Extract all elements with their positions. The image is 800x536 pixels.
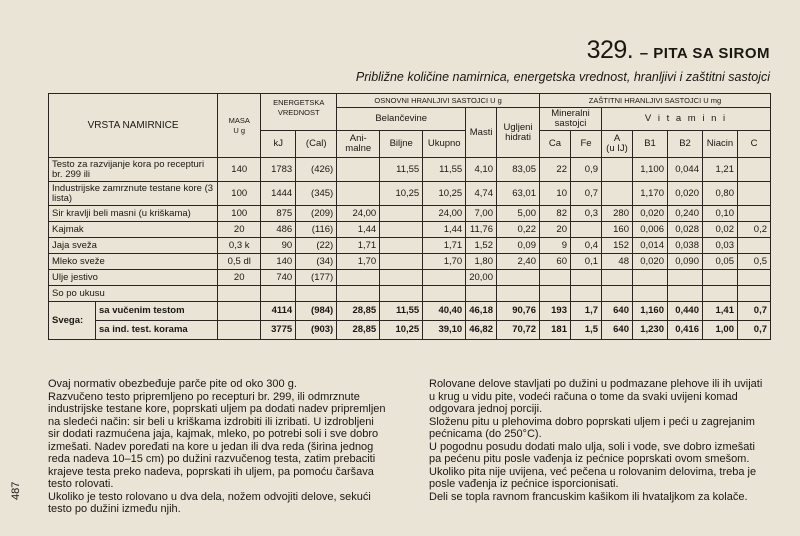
row-label: Mleko sveže xyxy=(49,254,218,270)
table-cell: 152 xyxy=(602,238,633,254)
table-cell: 0,02 xyxy=(703,222,738,238)
row-label: Sir kravlji beli masni (u kriškama) xyxy=(49,206,218,222)
table-cell xyxy=(540,286,571,302)
table-row xyxy=(49,206,771,222)
header-energ: ENERGETSKA VREDNOST xyxy=(261,94,337,131)
table-cell: 1,70 xyxy=(423,254,466,270)
table-cell: 63,01 xyxy=(497,182,540,206)
table-cell: 0,9 xyxy=(571,158,602,182)
table-cell: 0,03 xyxy=(703,238,738,254)
paragraph: U pogodnu posudu dodati malo ulja, soli i vode, sve dobro izmešati pa pećenu pitu posle vađenja iz pećnice poprskati ovom smešom. Ukoliko pita nije uvijena, već pečena u rolovanim delovima, treba je posle vađenja iz pećnice isporcionisati. xyxy=(429,440,757,490)
table-cell: 4114 xyxy=(261,302,296,321)
header-belancevine: Belančevine xyxy=(337,108,466,131)
table-cell: 0,006 xyxy=(633,222,668,238)
table-cell: 20 xyxy=(218,222,261,238)
table-cell: 1,00 xyxy=(703,321,738,340)
table-cell: 0,4 xyxy=(571,238,602,254)
table-cell xyxy=(540,270,571,286)
header-biljne: Biljne xyxy=(380,131,423,158)
table-cell: 90,76 xyxy=(497,302,540,321)
row-label: So po ukusu xyxy=(49,286,218,302)
row-label: Testo za razvijanje kora po recepturi br. 299 ili xyxy=(49,158,218,182)
table-cell xyxy=(571,286,602,302)
table-cell: 1,52 xyxy=(466,238,497,254)
instructions-right xyxy=(429,378,769,503)
table-cell: 0,10 xyxy=(703,206,738,222)
table-cell xyxy=(218,321,261,340)
table-cell: 82 xyxy=(540,206,571,222)
header-masa: MASA U g xyxy=(218,94,261,158)
table-cell xyxy=(738,182,771,206)
table-cell xyxy=(602,270,633,286)
table-row xyxy=(49,158,771,182)
row-label: Jaja sveža xyxy=(49,238,218,254)
table-cell: 9 xyxy=(540,238,571,254)
header-zastitni: ZAŠTITNI HRANLJIVI SASTOJCI U mg xyxy=(540,94,771,108)
table-cell xyxy=(668,286,703,302)
table-cell xyxy=(738,238,771,254)
table-cell: 2,40 xyxy=(497,254,540,270)
table-row xyxy=(49,254,771,270)
table-cell: 0,020 xyxy=(633,254,668,270)
table-cell: 0,7 xyxy=(738,302,771,321)
table-cell: 875 xyxy=(261,206,296,222)
table-cell xyxy=(337,158,380,182)
table-cell: 0,22 xyxy=(497,222,540,238)
table-cell: 1,44 xyxy=(337,222,380,238)
table-cell: 280 xyxy=(602,206,633,222)
header-c: C xyxy=(738,131,771,158)
table-cell xyxy=(602,182,633,206)
table-row xyxy=(49,286,771,302)
table-cell xyxy=(633,286,668,302)
table-cell xyxy=(380,238,423,254)
paragraph: Rolovane delove stavljati po dužini u podmazane plehove ili ih uvijati u krug u vidu pite, vodeći računa o tome da svaki uvijeni komad odgovara jednoj porciji. xyxy=(429,378,763,415)
header-ugljeni: Ugljeni hidrati xyxy=(497,108,540,158)
recipe-title xyxy=(587,36,770,65)
table-cell: (116) xyxy=(296,222,337,238)
header-minerali: Mineralni sastojci xyxy=(540,108,602,131)
paragraph: Složenu pitu u plehovima dobro poprskati uljem i peći u zagrejanim pećnicama (do 250°C). xyxy=(429,415,755,440)
table-cell: 1,41 xyxy=(703,302,738,321)
header-b1: B1 xyxy=(633,131,668,158)
table-cell: (209) xyxy=(296,206,337,222)
table-cell xyxy=(218,286,261,302)
table-cell: 0,044 xyxy=(668,158,703,182)
table-row xyxy=(49,222,771,238)
table-cell: 0,1 xyxy=(571,254,602,270)
header-fe: Fe xyxy=(571,131,602,158)
sum-label: sa vučenim testom xyxy=(96,302,218,321)
table-cell: 90 xyxy=(261,238,296,254)
nutrition-table xyxy=(48,93,771,340)
paragraph: Razvučeno testo pripremljeno po recepturi br. 299, ili odmrznute industrijske testane kore, poprskati uljem pa dodati nadev pripremljen na sledeći način: sir beli u kriškama izdrobiti ili izribati. U izdrobljeni sir dodati razmućena jaja, kajmak, mleko, po potrebi soli i sve dobro izmešati. Nadev poređati na kore u jedan ili dva reda (širina jednog reda nadeva 10–15 cm) po dužini razvučenog testa, zatim prebaciti krajeve testa preko nadeva, poprskati ih uljem, pa pomoću čaršava testo rolovati. xyxy=(48,390,386,490)
table-cell: 11,55 xyxy=(423,158,466,182)
table-cell: 0,440 xyxy=(668,302,703,321)
table-cell xyxy=(380,270,423,286)
table-cell: 1,5 xyxy=(571,321,602,340)
table-cell: 11,76 xyxy=(466,222,497,238)
table-cell xyxy=(738,206,771,222)
table-cell xyxy=(466,286,497,302)
table-cell xyxy=(738,158,771,182)
table-cell xyxy=(602,158,633,182)
table-cell xyxy=(337,182,380,206)
table-cell: 0,5 dl xyxy=(218,254,261,270)
table-cell: 46,82 xyxy=(466,321,497,340)
page-number: 487 xyxy=(10,481,22,500)
table-cell: 0,5 xyxy=(738,254,771,270)
table-cell: 0,3 k xyxy=(218,238,261,254)
table-cell: 10 xyxy=(540,182,571,206)
table-cell: (903) xyxy=(296,321,337,340)
header-ca: Ca xyxy=(540,131,571,158)
table-cell: 640 xyxy=(602,302,633,321)
sum-row xyxy=(49,302,771,321)
table-cell: 83,05 xyxy=(497,158,540,182)
table-cell: 3775 xyxy=(261,321,296,340)
row-label: Industrijske zamrznute testane kore (3 lista) xyxy=(49,182,218,206)
table-cell: (426) xyxy=(296,158,337,182)
table-cell: 24,00 xyxy=(337,206,380,222)
table-cell: 0,028 xyxy=(668,222,703,238)
table-cell: 193 xyxy=(540,302,571,321)
table-cell xyxy=(423,270,466,286)
table-cell: 20 xyxy=(540,222,571,238)
table-cell: 0,240 xyxy=(668,206,703,222)
svega-label: Svega: xyxy=(49,302,96,340)
table-cell: (345) xyxy=(296,182,337,206)
table-cell xyxy=(380,222,423,238)
table-cell: (984) xyxy=(296,302,337,321)
sum-label: sa ind. test. korama xyxy=(96,321,218,340)
table-cell: 1,70 xyxy=(337,254,380,270)
table-cell xyxy=(337,286,380,302)
table-cell: 0,038 xyxy=(668,238,703,254)
table-cell: 4,10 xyxy=(466,158,497,182)
header-vrsta: VRSTA NAMIRNICE xyxy=(49,94,218,158)
table-cell: 100 xyxy=(218,206,261,222)
table-cell: 24,00 xyxy=(423,206,466,222)
table-cell: 0,80 xyxy=(703,182,738,206)
table-cell xyxy=(497,286,540,302)
table-cell xyxy=(497,270,540,286)
table-row xyxy=(49,270,771,286)
table-cell xyxy=(337,270,380,286)
table-cell: 0,09 xyxy=(497,238,540,254)
table-cell: 39,10 xyxy=(423,321,466,340)
table-cell: 0,020 xyxy=(668,182,703,206)
table-body xyxy=(49,158,771,340)
table-cell: 7,00 xyxy=(466,206,497,222)
table-cell: 70,72 xyxy=(497,321,540,340)
table-cell: 1,100 xyxy=(633,158,668,182)
table-cell: 10,25 xyxy=(380,321,423,340)
table-cell: 1,44 xyxy=(423,222,466,238)
table-cell: (177) xyxy=(296,270,337,286)
table-cell: 11,55 xyxy=(380,158,423,182)
table-cell: 181 xyxy=(540,321,571,340)
table-cell: 1,7 xyxy=(571,302,602,321)
table-cell: 60 xyxy=(540,254,571,270)
header-a: A (u IJ) xyxy=(602,131,633,158)
table-cell: 1,80 xyxy=(466,254,497,270)
table-cell: 0,7 xyxy=(571,182,602,206)
table-cell: 100 xyxy=(218,182,261,206)
table-cell: (34) xyxy=(296,254,337,270)
table-cell xyxy=(380,206,423,222)
header-masti: Masti xyxy=(466,108,497,158)
table-row xyxy=(49,238,771,254)
recipe-number: 329. xyxy=(586,36,634,64)
table-cell: 11,55 xyxy=(380,302,423,321)
instructions-left xyxy=(48,378,388,516)
table-cell: 0,416 xyxy=(668,321,703,340)
table-cell: 46,18 xyxy=(466,302,497,321)
table-cell xyxy=(738,286,771,302)
table-cell: 0,3 xyxy=(571,206,602,222)
table-cell: 48 xyxy=(602,254,633,270)
table-cell: 0,014 xyxy=(633,238,668,254)
table-cell: 486 xyxy=(261,222,296,238)
table-cell: 0,05 xyxy=(703,254,738,270)
row-label: Kajmak xyxy=(49,222,218,238)
table-cell: 160 xyxy=(602,222,633,238)
table-cell: 20 xyxy=(218,270,261,286)
sum-row xyxy=(49,321,771,340)
table-cell: 1,170 xyxy=(633,182,668,206)
table-cell xyxy=(703,286,738,302)
table-caption: Približne količine namirnica, energetska vrednost, hranljivi i zaštitni sastojci xyxy=(355,70,770,84)
table-cell xyxy=(738,270,771,286)
table-cell: 0,7 xyxy=(738,321,771,340)
table-cell xyxy=(633,270,668,286)
table-cell: 1,160 xyxy=(633,302,668,321)
table-cell xyxy=(380,286,423,302)
table-cell: 1444 xyxy=(261,182,296,206)
paragraph: Ukoliko je testo rolovano u dva dela, nožem odvojiti delove, sekući testo po dužini između njih. xyxy=(48,490,371,515)
table-cell: 4,74 xyxy=(466,182,497,206)
table-cell: 0,2 xyxy=(738,222,771,238)
table-cell: 5,00 xyxy=(497,206,540,222)
table-cell xyxy=(602,286,633,302)
table-row xyxy=(49,182,771,206)
table-cell xyxy=(571,222,602,238)
table-cell xyxy=(668,270,703,286)
table-cell: 28,85 xyxy=(337,321,380,340)
table-cell: (22) xyxy=(296,238,337,254)
table-cell: 1,71 xyxy=(423,238,466,254)
table-cell: 1783 xyxy=(261,158,296,182)
table-cell: 10,25 xyxy=(380,182,423,206)
header-niacin: Niacin xyxy=(703,131,738,158)
table-cell: 22 xyxy=(540,158,571,182)
table-cell: 1,21 xyxy=(703,158,738,182)
header-b2: B2 xyxy=(668,131,703,158)
table-cell: 1,71 xyxy=(337,238,380,254)
row-label: Ulje jestivo xyxy=(49,270,218,286)
table-cell: 640 xyxy=(602,321,633,340)
table-cell: 1,230 xyxy=(633,321,668,340)
table-cell xyxy=(423,286,466,302)
paragraph: Ovaj normativ obezbeđuje parče pite od oko 300 g. xyxy=(48,378,297,390)
table-cell: 140 xyxy=(261,254,296,270)
table-cell: 0,020 xyxy=(633,206,668,222)
table-cell xyxy=(703,270,738,286)
paragraph: Deli se topla ravnom francuskim kašikom ili hvataljkom za kolače. xyxy=(429,490,748,503)
table-cell xyxy=(571,270,602,286)
table-cell xyxy=(218,302,261,321)
table-cell: 740 xyxy=(261,270,296,286)
header-animalne: Ani- malne xyxy=(337,131,380,158)
table-cell: 40,40 xyxy=(423,302,466,321)
table-cell xyxy=(380,254,423,270)
header-osnovni: OSNOVNI HRANLJIVI SASTOJCI U g xyxy=(337,94,540,108)
recipe-name: – PITA SA SIROM xyxy=(639,45,770,62)
header-kj: kJ xyxy=(261,131,296,158)
table-cell xyxy=(261,286,296,302)
table-cell: 28,85 xyxy=(337,302,380,321)
table-cell xyxy=(296,286,337,302)
header-vitamini: V i t a m i n i xyxy=(602,108,771,131)
table-cell: 0,090 xyxy=(668,254,703,270)
table-cell: 20,00 xyxy=(466,270,497,286)
table-cell: 10,25 xyxy=(423,182,466,206)
header-ukupno: Ukupno xyxy=(423,131,466,158)
table-cell: 140 xyxy=(218,158,261,182)
header-cal: (Cal) xyxy=(296,131,337,158)
